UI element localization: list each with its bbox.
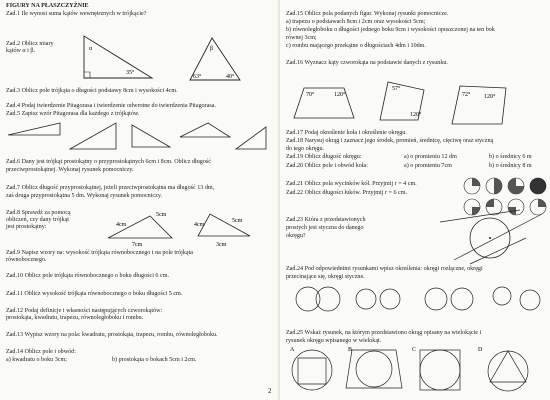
task-12-line1: Zad.12 Podaj definicje i własności następujących czworokątów:: [6, 308, 163, 314]
angle-40-label: 40°: [226, 74, 235, 80]
task-22: Zad.22 Oblicz długości łuków. Przyjmij r = 6 cm.: [286, 190, 408, 196]
task-24-circle-pairs: [286, 282, 548, 316]
task-6-line2: przeciwprostokątnej. Wykonaj rysunek pomocniczy.: [6, 167, 134, 173]
task-2-line2: kątów α i β.: [6, 48, 35, 54]
angle-63-label: 63°: [193, 74, 202, 80]
task-8-figures: [100, 206, 260, 248]
task-25-line2: rysunek okręgu wpisanego w wielokąt.: [286, 338, 382, 344]
task-23-circle-lines: [434, 208, 546, 266]
task-18-line1: Zad.18 Narysuj okrąg i zaznacz jego środek, promień, średnicę, cięciwę oraz styczną: [286, 138, 494, 144]
task-16-quadrilaterals: [284, 68, 550, 128]
task-20: Zad.20 Oblicz pole i obwód koła:: [286, 163, 368, 169]
task-15-b: b) równoległoboku o długości jednego boku 9cm i wysokości opuszczonej na ten bok: [286, 27, 495, 33]
task-7-line2: zaś druga przyprostokątna 5 dm. Wykonaj rysunek pomocniczy.: [6, 193, 162, 199]
task-24-line2: przecinające się, okręgi styczne.: [286, 274, 365, 280]
task-7-line1: Zad.7 Oblicz długość przyprostokątnej, jeżeli przeciwprostokątna ma długość 13 dm,: [6, 185, 215, 191]
task-14-a: a) kwadratu o boku 3cm;: [6, 357, 67, 363]
task-3: Zad.3 Oblicz pole trójkąta o długości podstawy 8cm i wysokości 4cm.: [6, 88, 178, 94]
task-19-b: b) o średnicy 6 m: [489, 154, 532, 160]
task-15-line1: Zad.15 Oblicz pola podanych figur. Wykonaj rysunki pomocnicze.: [286, 11, 449, 17]
right-column: [284, 0, 550, 400]
task-21: Zad.21 Oblicz pola wycinków kół. Przyjmij r = 4 cm.: [286, 181, 417, 187]
task-11: Zad.11 Oblicz wysokość trójkąta równobocznego o boku długości 5 cm.: [6, 291, 183, 297]
angle-57-label: 57°: [392, 86, 401, 92]
task-5: Zad.5 Zapisz wzór Pitagorasa dla każdego z trójkątów.: [6, 111, 140, 117]
label-a: A: [290, 347, 295, 353]
task-19-a: a) o promieniu 12 dm: [404, 154, 457, 160]
task-10: Zad.10 Oblicz pole trójkąta równobocznego o boku długości 6 cm.: [6, 273, 169, 279]
angle-120-a-label: 120°: [334, 92, 346, 98]
task-25-figures: [286, 344, 548, 394]
task-8-line2: obliczeń, czy dany trójkąt: [6, 217, 69, 223]
task-18-line2: do tego okręgu.: [286, 146, 325, 152]
task-24-line1: Zad.24 Pod odpowiednimi rysunkami wpisz określenia: okręgi rozłączne, okręgi: [286, 266, 483, 272]
beta-label: β: [210, 46, 214, 52]
task-2-figures: [60, 30, 250, 84]
task-5-triangles: [4, 119, 272, 155]
side-5cm-b-label: 5cm: [232, 218, 243, 224]
task-23-line3: okręgu?: [286, 233, 306, 239]
task-15-b2: równej 3cm;: [286, 35, 317, 41]
label-c: C: [412, 347, 417, 353]
label-b: B: [348, 347, 353, 353]
task-9-line2: równobocznego.: [6, 257, 47, 263]
side-7cm-label: 7cm: [132, 242, 143, 248]
task-6-line1: Zad.6 Dany jest trójkąt prostokątny o przyprostokątnych 6cm i 8cm. Oblicz długość: [6, 159, 211, 165]
angle-70-label: 70°: [306, 92, 315, 98]
angle-35-label: 35°: [126, 70, 135, 76]
angle-120-c-label: 120°: [484, 94, 496, 100]
side-4cm-label: 4cm: [116, 222, 127, 228]
task-4: Zad.4 Podaj twierdzenie Pitagorasa i twierdzenie odwrotne do twierdzenia Pitagorasa.: [6, 103, 216, 109]
task-8-line1: Zad.8 Sprawdź za pomocą: [6, 210, 71, 216]
side-5cm-label: 5cm: [156, 212, 167, 218]
angle-72-label: 72°: [462, 92, 471, 98]
side-3cm-label: 3cm: [216, 242, 227, 248]
task-8-line3: jest prostokątny:: [6, 224, 47, 230]
angle-120-b-label: 120°: [410, 112, 422, 118]
side-4cm-b-label: 4cm: [194, 222, 205, 228]
task-25-line1: Zad.25 Wskaż rysunek, na którym przedstawiono okrąg opisany na wielokącie i: [286, 330, 482, 336]
label-d: D: [478, 347, 483, 353]
task-23-line2: prostych jest styczna do danego: [286, 225, 364, 231]
alpha-label: α: [89, 46, 93, 52]
task-20-a: a) o promieniu 7cm: [404, 163, 452, 169]
right-triangle-shape: [84, 36, 152, 78]
task-15-c: c) rombu mającego przekątne o długościach 4dm i 10dm.: [286, 43, 426, 49]
task-12-line2: prostokąta, kwadratu, trapezu, równoległoboku i rombu.: [6, 315, 144, 321]
task-14-b: b) prostokąta o bokach 5cm i 2cm.: [112, 357, 197, 363]
task-20-b: b) o średnicy 8 m: [489, 163, 532, 169]
page-fold: [278, 0, 280, 400]
task-17: Zad.17 Podaj określenie koła i określenie okręgu.: [286, 130, 407, 136]
task-19: Zad.19 Oblicz długość okręgu:: [286, 154, 362, 160]
task-2-line1: Zad.2 Oblicz miary: [6, 41, 54, 47]
task-13: Zad.13 Wypisz wzory na pola: kwadratu, prostokąta, trapezu, rombu, równoległoboku.: [6, 332, 218, 338]
task-14-line1: Zad.14 Oblicz pole i obwód:: [6, 349, 76, 355]
worksheet-title: FIGURY NA PŁASZCZYŹNIE: [6, 3, 89, 9]
task-9-line1: Zad.9 Napisz wzory na: wysokość trójkąta równobocznego i na pole trójkąta: [6, 250, 193, 256]
page-number: 2: [268, 387, 272, 395]
task-15-a: a) trapezu o podstawach 8cm i 2cm oraz wysokości 5cm;: [286, 19, 426, 25]
task-1: Zad.1 Ile wynosi suma kątów wewnętrznych w trójkącie?: [6, 11, 147, 17]
task-16: Zad.16 Wyznacz kąty czworokąta na podstawie danych z rysunku.: [286, 60, 448, 66]
task-23-line1: Zad.23 Która z przedstawionych: [286, 217, 366, 223]
